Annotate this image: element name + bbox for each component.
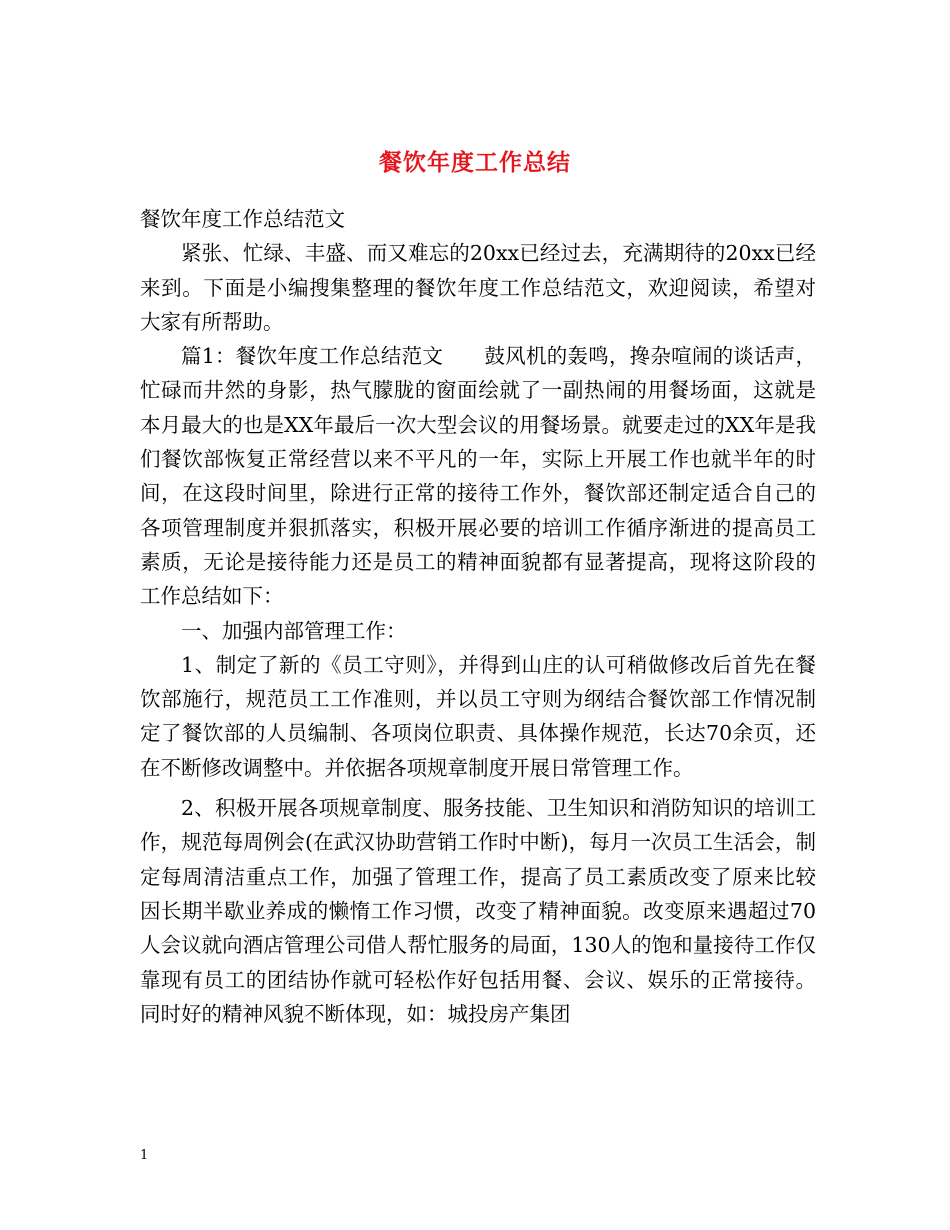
- section-heading: 一、加强内部管理工作：: [181, 618, 407, 643]
- intro-paragraph: 紧张、忙绿、丰盛、而又难忘的20xx已经过去，充满期待的20xx已经来到。下面是小编搜集整理的餐饮年度工作总结范文，欢迎阅读，希望对大家有所帮助。: [140, 241, 816, 334]
- item-two-paragraph: 2、积极开展各项规章制度、服务技能、卫生知识和消防知识的培训工作，规范每周例会(在武汉协助营销工作时中断)，每月一次员工生活会，制定每周清洁重点工作，加强了管理工作，提高了员工素质改变了原来比较因长期半歇业养成的懒惰工作习惯，改变了精神面貌。改变原来遇超过70人会议就向酒店管理公司借人帮忙服务的局面，130人的饱和量接待工作仅靠现有员工的团结协作就可轻松作好包括用餐、会议、娱乐的正常接待。同时好的精神风貌不断体现，如：城投房产集团: [140, 796, 816, 1026]
- document-title: 餐饮年度工作总结: [379, 149, 571, 177]
- item-one-paragraph: 1、制定了新的《员工守则》，并得到山庄的认可稍做修改后首先在餐饮部施行，规范员工工作准则，并以员工守则为纲结合餐饮部工作情况制定了餐饮部的人员编制、各项岗位职责、具体操作规范，长达70余页，还在不断修改调整中。并依据各项规章制度开展日常管理工作。: [140, 652, 816, 780]
- page-number: 1: [140, 1148, 149, 1163]
- document-body: [140, 202, 816, 1031]
- subtitle-paragraph: 餐饮年度工作总结范文: [140, 207, 345, 231]
- article-one-paragraph: 篇1：餐饮年度工作总结范文 鼓风机的轰鸣，搀杂喧闹的谈话声，忙碌而井然的身影，热气朦胧的窗面绘就了一副热闹的用餐场面，这就是本月最大的也是XX年最后一次大型会议的用餐场景。就要走过的XX年是我们餐饮部恢复正常经营以来不平凡的一年，实际上开展工作也就半年的时间，在这段时间里，除进行正常的接待工作外，餐饮部还制定适合自己的各项管理制度并狠抓落实，积极开展必要的培训工作循序渐进的提高员工素质，无论是接待能力还是员工的精神面貌都有显著提高，现将这阶段的工作总结如下：: [140, 344, 816, 609]
